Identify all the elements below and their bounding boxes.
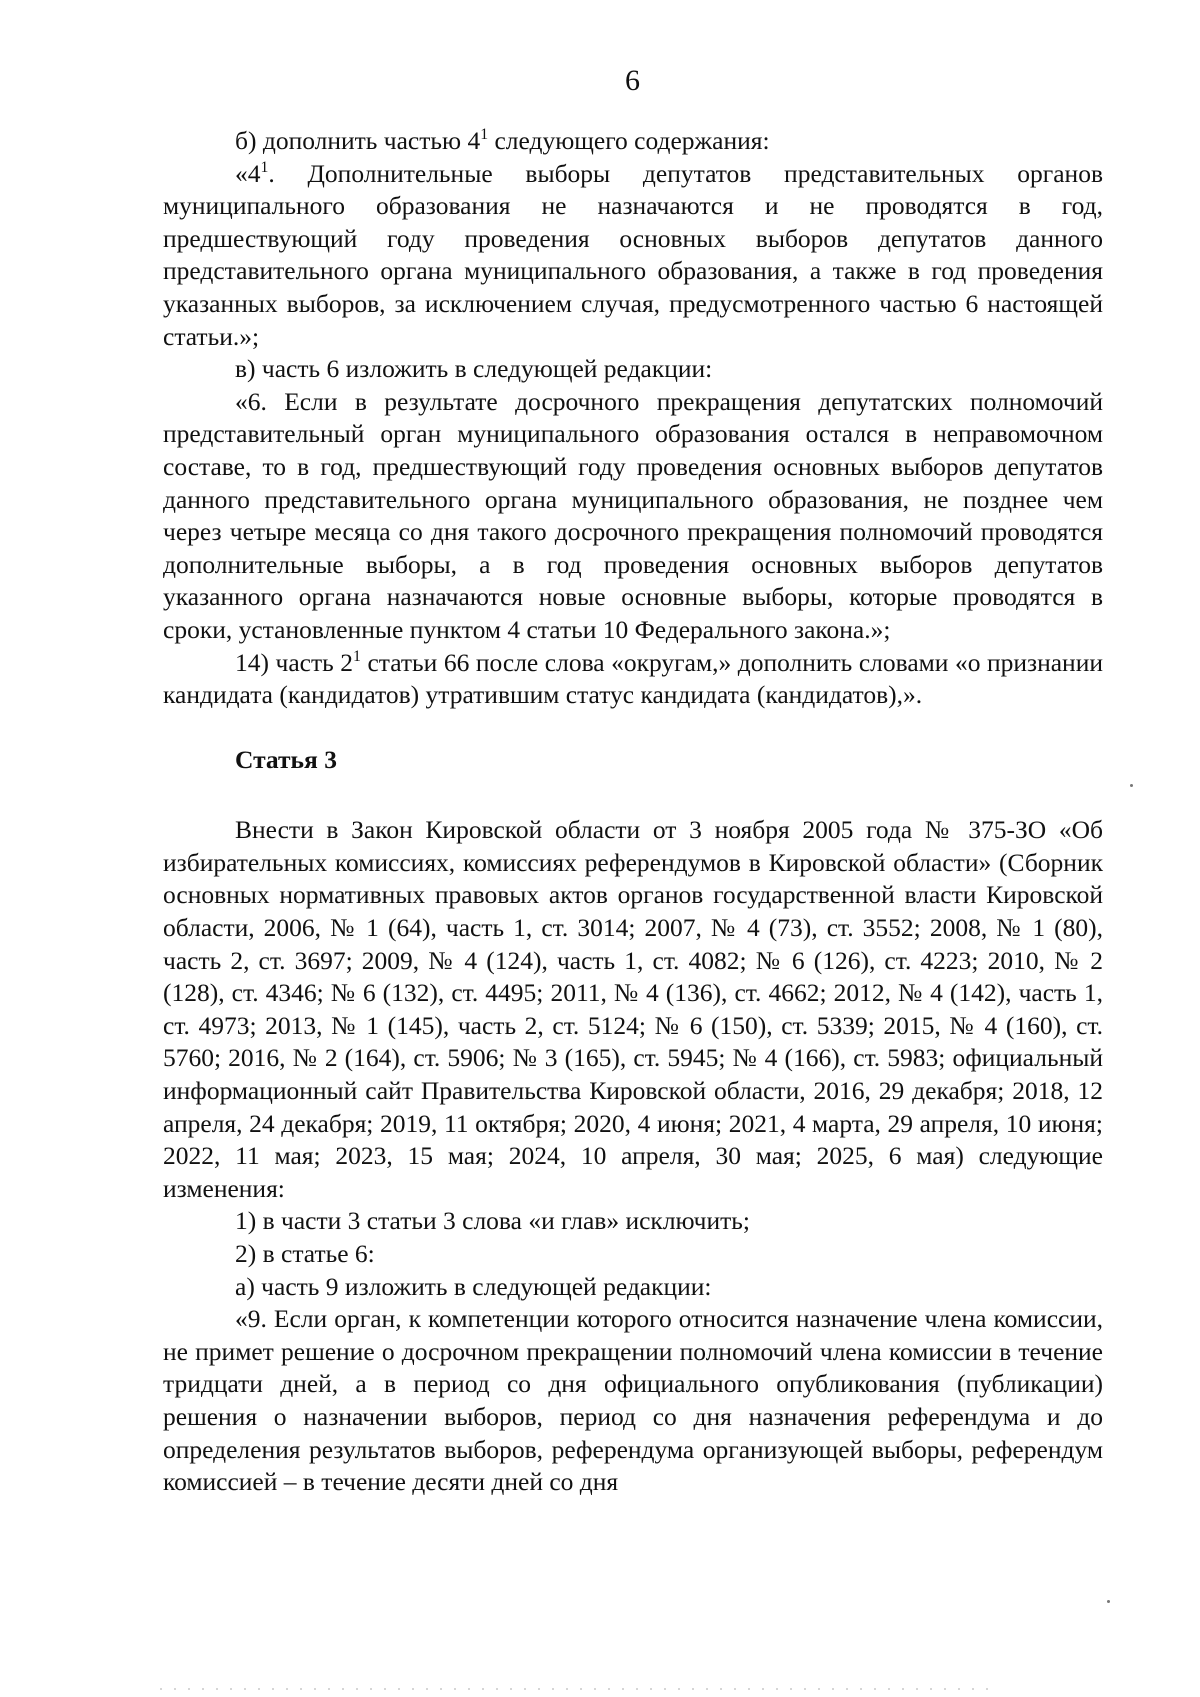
- item-b-superscript: 1: [480, 126, 489, 144]
- item-b-text-end: следующего содержания:: [488, 126, 770, 155]
- paragraph-quote-4-1: [163, 158, 1103, 354]
- scan-speck: [1130, 784, 1133, 787]
- quote-4-1-superscript: 1: [260, 158, 269, 176]
- spacer: [163, 712, 1103, 744]
- scan-edge-artifact: [160, 1688, 990, 1690]
- paragraph-article-3-intro: Внести в Закон Кировской области от 3 ноября 2005 года № 375-ЗО «Об избирательных комиссиях, комиссиях референдумов в Кировской области» (Сборник основных нормативных правовых актов органов государственной власти Кировской области, 2006, № 1 (64), часть 1, ст. 3014; 2007, № 4 (73), ст. 3552; 2008, № 1 (80), часть 2, ст. 3697; 2009, № 4 (124), часть 1, ст. 4082; № 6 (126), ст. 4223; 2010, № 2 (128), ст. 4346; № 6 (132), ст. 4495; 2011, № 4 (136), ст. 4662; 2012, № 4 (142), часть 1, ст. 4973; 2013, № 1 (145), часть 2, ст. 5124; № 6 (150), ст. 5339; 2015, № 4 (160), ст. 5760; 2016, № 2 (164), ст. 5906; № 3 (165), ст. 5945; № 4 (166), ст. 5983; официальный информационный сайт Правительства Кировской области, 2016, 29 декабря; 2018, 12 апреля, 24 декабря; 2019, 11 октября; 2020, 4 июня; 2021, 4 марта, 29 апреля, 10 июня; 2022, 11 мая; 2023, 15 мая; 2024, 10 апреля, 30 мая; 2025, 6 мая) следующие изменения:: [163, 815, 1103, 1203]
- article-3-heading: Статья 3: [235, 744, 337, 774]
- paragraph-quote-6: «6. Если в результате досрочного прекращения депутатских полномочий представительный орган муниципального образования остался в неправомочном составе, то в год, предшествующий году проведения основных выборов депутатов данного представительного органа муниципального образования, не позднее чем через четыре месяца со дня такого досрочного прекращения полномочий проводятся дополнительные выборы, а в год проведения основных выборов депутатов указанного органа назначаются новые основные выборы, которые проводятся в сроки, установленные пунктом 4 статьи 10 Федерального закона.»;: [163, 386, 1103, 644]
- paragraph-item-14: [163, 647, 1103, 712]
- paragraph-item-v: в) часть 6 изложить в следующей редакции:: [235, 354, 713, 384]
- document-body: [163, 125, 1103, 1499]
- scan-speck: [1107, 1600, 1110, 1603]
- item-14-start: 14) часть 2: [235, 647, 354, 677]
- item-14-superscript: 1: [353, 647, 361, 665]
- quote-4-1-start: «4: [235, 158, 261, 188]
- spacer: [163, 776, 1103, 814]
- paragraph-item-1: 1) в части 3 статьи 3 слова «и глав» исключить;: [235, 1206, 750, 1236]
- paragraph-item-a: а) часть 9 изложить в следующей редакции:: [235, 1271, 712, 1301]
- item-b-text: б) дополнить частью 4: [235, 126, 481, 155]
- item-14-text: статьи 66 после слова «округам,» дополнить словами «о признании кандидата (кандидатов) утратившим статус кандидата (кандидатов),».: [163, 647, 1103, 710]
- quote-4-1-text: . Дополнительные выборы депутатов представительных органов муниципального образования не назначаются и не проводятся в год, предшествующий году проведения основных выборов депутатов данного представительного органа муниципального образования, а также в год проведения указанных выборов, за исключением случая, предусмотренного частью 6 настоящей статьи.»;: [163, 158, 1103, 351]
- paragraph-item-2: 2) в статье 6:: [235, 1239, 375, 1268]
- page-number: 6: [625, 64, 640, 97]
- paragraph-item-b: [163, 125, 1103, 158]
- paragraph-quote-9: «9. Если орган, к компетенции которого относится назначение члена комиссии, не примет решение о досрочном прекращении полномочий члена комиссии в течение тридцати дней, а в период со дня официального опубликования (публикации) решения о назначении выборов, период со дня назначения референдума и до определения результатов выборов, референдума организующей выборы, референдум комиссией – в течение десяти дней со дня: [163, 1304, 1103, 1497]
